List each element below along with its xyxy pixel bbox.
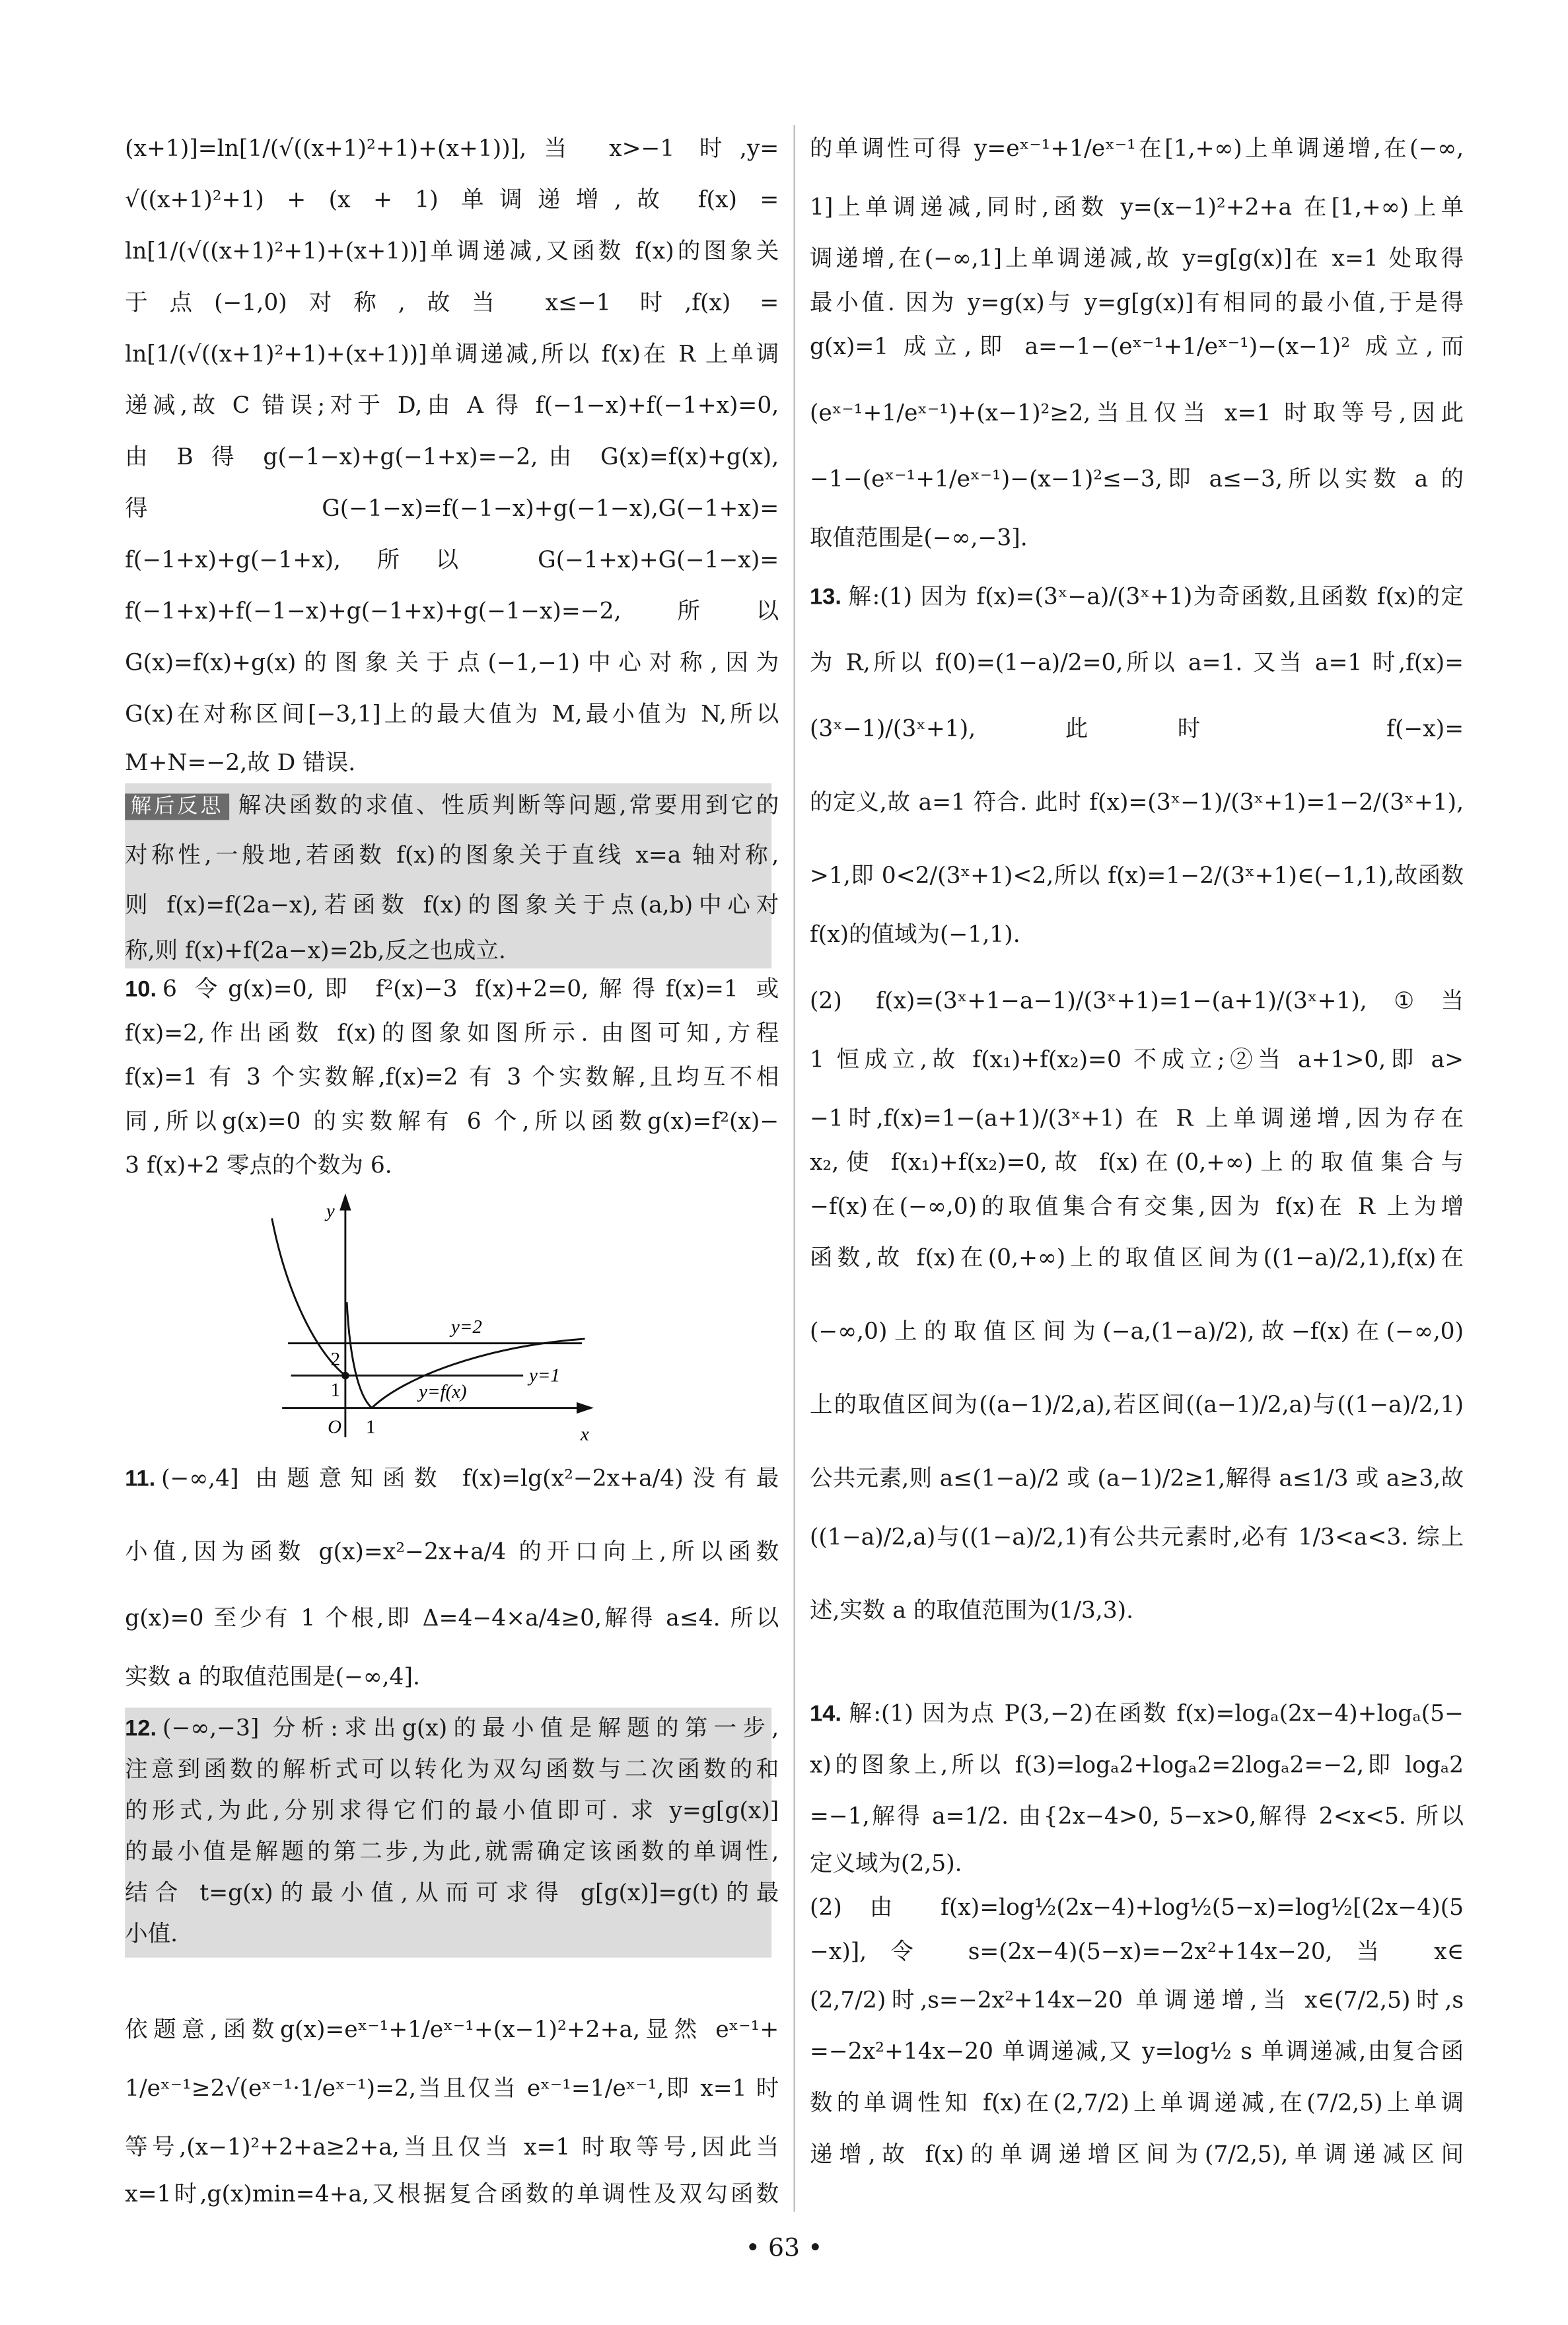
text-line xyxy=(125,973,779,1005)
line-text: 递增,故 f(x)的单调递增区间为(7/2,5),单调递减区间 xyxy=(809,2141,1464,2168)
text-line xyxy=(810,860,1464,892)
line-text: x₂,使 f(x₁)+f(x₂)=0,故 f(x)在(0,+∞)上的取值集合与 xyxy=(809,1149,1464,1176)
text-line xyxy=(125,647,779,679)
question-number: 14. xyxy=(809,1701,841,1727)
line-text: =−2x²+14x−20 单调递减,又 y=log½ s 单调递减,由复合函 xyxy=(809,2038,1464,2065)
line-text: (eˣ⁻¹+1/eˣ⁻¹)+(x−1)²≥2,当且仅当 x=1 时取等号,因此 xyxy=(809,400,1464,427)
text-line xyxy=(125,544,779,576)
text-line xyxy=(810,1102,1464,1135)
line-text: M+N=−2,故 D 错误. xyxy=(125,749,356,776)
line-text: 等号,(x−1)²+2+a≥2+a,当且仅当 x=1 时取等号,因此当 xyxy=(125,2133,779,2161)
line-text: 的定义,故 a=1 符合. 此时 f(x)=(3ˣ−1)/(3ˣ+1)=1−2/(3ˣ+1), xyxy=(809,789,1464,816)
text-line xyxy=(810,581,1464,613)
line-text: 注意到函数的解析式可以转化为双勾函数与二次函数的和 xyxy=(125,1756,779,1783)
text-line xyxy=(810,2138,1464,2170)
line-text: (−∞,0)上的取值区间为(−a,(1−a)/2),故−f(x)在(−∞,0) xyxy=(809,1318,1464,1345)
question-number: 12. xyxy=(125,1716,157,1742)
question-number: 13. xyxy=(809,585,841,610)
line-text: 得 G(−1−x)=f(−1−x)+g(−1−x),G(−1+x)= xyxy=(125,495,779,522)
text-line xyxy=(810,132,1464,164)
line-text: x)的图象上,所以 f(3)=logₐ2+logₐ2=2logₐ2=−2,即 logₐ2 xyxy=(809,1752,1464,1779)
line-text: 取值范围是(−∞,−3]. xyxy=(809,524,1028,552)
text-line xyxy=(125,1061,779,1093)
text-line xyxy=(810,2036,1464,2068)
line-text: G(x)在对称区间[−3,1]上的最大值为 M,最小值为 N,所以 xyxy=(125,701,779,728)
line-text: 的形式,为此,分别求得它们的最小值即可. 求 y=g[g(x)] xyxy=(125,1797,779,1824)
line-text: (2) 由 f(x)=log½(2x−4)+log½(5−x)=log½[(2x−4)(5 xyxy=(809,1894,1464,1921)
point-0-1 xyxy=(341,1372,349,1380)
line-y2-label: y=2 xyxy=(451,1316,482,1338)
origin-label: O xyxy=(328,1416,342,1438)
text-line xyxy=(125,889,779,921)
line-text: √((x+1)²+1) + (x + 1) 单调递增,故 f(x) = xyxy=(125,186,779,213)
line-text: 的单调性可得 y=eˣ⁻¹+1/eˣ⁻¹在[1,+∞)上单调递增,在(−∞, xyxy=(809,135,1464,162)
text-line xyxy=(810,1190,1464,1223)
text-line xyxy=(125,441,779,474)
line-y1-label: y=1 xyxy=(528,1365,560,1386)
text-line xyxy=(125,1753,779,1785)
line-text: 解决函数的求值、性质判断等问题,常要用到它的 xyxy=(238,792,779,819)
text-line xyxy=(810,1315,1464,1347)
line-text: 实数 a 的取值范围是(−∞,4]. xyxy=(125,1663,420,1690)
text-line xyxy=(125,2013,779,2046)
line-text: −1−(eˣ⁻¹+1/eˣ⁻¹)−(x−1)²≤−3,即 a≤−3,所以实数 a 的 xyxy=(809,466,1464,493)
text-line xyxy=(810,1594,1464,1627)
text-line xyxy=(810,1892,1464,1924)
line-text: 结合 t=g(x)的最小值,从而可求得 g[g(x)]=g(t)的最 xyxy=(125,1879,779,1906)
text-line xyxy=(810,242,1464,275)
line-text: f(−1+x)+f(−1−x)+g(−1+x)+g(−1−x)=−2,所以 xyxy=(125,598,779,625)
text-line xyxy=(810,1847,1464,1880)
text-line xyxy=(125,1877,779,1909)
text-line xyxy=(125,1462,779,1495)
text-line xyxy=(810,1521,1464,1554)
line-text: 递减,故 C 错误;对于 D,由 A 得 f(−1−x)+f(−1+x)=0, xyxy=(125,392,779,419)
y-axis-arrow xyxy=(341,1196,349,1209)
line-text: −1时,f(x)=1−(a+1)/(3ˣ+1) 在 R 上单调递增,因为存在 xyxy=(809,1105,1464,1132)
text-line xyxy=(810,1698,1464,1730)
text-line xyxy=(810,1242,1464,1274)
text-line xyxy=(125,390,779,422)
line-text: ln[1/(√((x+1)²+1)+(x+1))]单调递减,又函数 f(x)的图象关 xyxy=(125,238,779,265)
line-text: (x+1)]=ln[1/(√((x+1)²+1)+(x+1))],当 x>−1 时,y= xyxy=(125,135,779,162)
y-axis-label: y xyxy=(326,1200,335,1222)
text-line xyxy=(810,919,1464,951)
line-text: 1/eˣ⁻¹≥2√(eˣ⁻¹·1/eˣ⁻¹)=2,当且仅当 eˣ⁻¹=1/eˣ⁻¹,即 x=1 时 xyxy=(125,2075,779,2102)
line-text: −f(x)在(−∞,0)的取值集合有交集,因为 f(x)在 R 上为增 xyxy=(809,1193,1464,1220)
line-text: 3 f(x)+2 零点的个数为 6. xyxy=(125,1152,392,1179)
curve-spike xyxy=(347,1302,372,1408)
line-text: 调递增,在(−∞,1]上单调递减,故 y=g[g(x)]在 x=1 处取得 xyxy=(809,245,1464,272)
text-line xyxy=(810,1462,1464,1495)
line-text: (−∞,4] 由题意知函数 f(x)=lg(x²−2x+a/4)没有最 xyxy=(161,1465,779,1492)
text-line xyxy=(125,492,779,524)
line-text: 1]上单调递减,同时,函数 y=(x−1)²+2+a 在[1,+∞)上单 xyxy=(809,194,1464,221)
text-line xyxy=(125,235,779,268)
line-text: 称,则 f(x)+f(2a−x)=2b,反之也成立. xyxy=(125,937,506,964)
line-text: 的最小值是解题的第二步,为此,就需确定该函数的单调性, xyxy=(125,1838,779,1865)
line-text: 为 R,所以 f(0)=(1−a)/2=0,所以 a=1. 又当 a=1 时,f(x)= xyxy=(809,649,1464,676)
text-line xyxy=(125,184,779,216)
text-line xyxy=(810,463,1464,495)
line-text: 最小值. 因为 y=g(x)与 y=g[g(x)]有相同的最小值,于是得 xyxy=(809,289,1464,316)
text-line xyxy=(125,1602,779,1634)
text-line xyxy=(125,595,779,627)
line-text: f(x)的值域为(−1,1). xyxy=(809,921,1020,948)
line-text: 解:(1) 因为点 P(3,−2)在函数 f(x)=logₐ(2x−4)+logₐ(5− xyxy=(847,1700,1464,1727)
text-line xyxy=(125,1712,779,1744)
line-text: ln[1/(√((x+1)²+1)+(x+1))]单调递减,所以 f(x)在 R 上单调 xyxy=(125,341,779,368)
line-text: 数的单调性知 f(x)在(2,7/2)上单调递减,在(7/2,5)上单调 xyxy=(809,2089,1464,2116)
text-line xyxy=(125,1661,779,1693)
line-text: >1,即 0<2/(3ˣ+1)<2,所以 f(x)=1−2/(3ˣ+1)∈(−1,1),故函数 xyxy=(809,863,1464,890)
text-line xyxy=(125,746,779,779)
text-line xyxy=(810,647,1464,679)
text-line xyxy=(125,1105,779,1137)
line-text: =−1,解得 a=1/2. 由{2x−4>0, 5−x>0,解得 2<x<5. 所以 xyxy=(809,1803,1464,1830)
text-line xyxy=(125,2072,779,2104)
text-line xyxy=(125,1536,779,1568)
page-number: • 63 • xyxy=(745,2233,823,2264)
line-text: 同,所以g(x)=0 的实数解有 6 个,所以函数g(x)=f²(x)− xyxy=(125,1108,779,1135)
text-line xyxy=(810,331,1464,363)
text-line xyxy=(125,287,779,319)
x-axis-arrow xyxy=(577,1404,590,1412)
line-text: 小值,因为函数 g(x)=x²−2x+a/4 的开口向上,所以函数 xyxy=(125,1538,779,1565)
text-line xyxy=(810,522,1464,554)
text-line xyxy=(125,789,779,822)
text-line xyxy=(810,713,1464,745)
y-tick-2: 2 xyxy=(330,1349,341,1371)
line-text: (2) f(x)=(3ˣ+1−a−1)/(3ˣ+1)=1−(a+1)/(3ˣ+1),①当 xyxy=(809,987,1464,1015)
line-text: (2,7/2)时,s=−2x²+14x−20 单调递增,当 x∈(7/2,5)时,s xyxy=(809,1987,1464,2014)
line-text: x=1时,g(x)min=4+a,又根据复合函数的单调性及双勾函数 xyxy=(125,2180,779,2207)
text-line xyxy=(125,1795,779,1827)
text-line xyxy=(125,935,779,967)
text-line xyxy=(810,786,1464,818)
line-text: −x)],令 s=(2x−4)(5−x)=−2x²+14x−20,当 x∈ xyxy=(809,1938,1464,1965)
text-line xyxy=(810,287,1464,319)
text-line xyxy=(810,397,1464,429)
reflection-tag: 解后反思 xyxy=(125,794,229,820)
line-text: 则 f(x)=f(2a−x),若函数 f(x)的图象关于点(a,b)中心对 xyxy=(125,892,779,919)
text-line xyxy=(125,1149,779,1182)
y-tick-1: 1 xyxy=(330,1379,341,1401)
line-text: (−∞,−3] 分析:求出g(x)的最小值是解题的第一步, xyxy=(162,1715,779,1742)
function-graph xyxy=(264,1183,647,1448)
x-axis-label: x xyxy=(580,1423,589,1445)
line-text: f(−1+x)+g(−1+x),所以 G(−1+x)+G(−1−x)= xyxy=(125,546,779,573)
line-text: 对称性,一般地,若函数 f(x)的图象关于直线 x=a 轴对称, xyxy=(125,841,779,869)
text-line xyxy=(810,1984,1464,2017)
line-text: 述,实数 a 的取值范围为(1/3,3). xyxy=(809,1597,1134,1624)
text-line xyxy=(810,1044,1464,1076)
text-line xyxy=(125,1017,779,1050)
text-line xyxy=(810,1146,1464,1178)
line-text: (3ˣ−1)/(3ˣ+1),此时 f(−x)= xyxy=(809,715,1464,742)
text-line xyxy=(810,2087,1464,2119)
text-line xyxy=(125,2178,779,2210)
question-number: 11. xyxy=(125,1466,156,1492)
line-text: 小值. xyxy=(125,1921,178,1948)
line-text: 上的取值区间为((a−1)/2,a),若区间((a−1)/2,a)与((1−a)/2,1) xyxy=(809,1392,1464,1419)
text-line xyxy=(810,1749,1464,1781)
text-line xyxy=(125,698,779,731)
question-number: 10. xyxy=(125,977,157,1003)
text-line xyxy=(125,338,779,371)
line-text: 6 令g(x)=0,即 f²(x)−3 f(x)+2=0,解得f(x)=1 或 xyxy=(162,976,779,1003)
line-text: 1 恒成立,故 f(x₁)+f(x₂)=0 不成立;②当 a+1>0,即 a> xyxy=(809,1046,1464,1073)
line-text: g(x)=0 至少有 1 个根,即 Δ=4−4×a/4≥0,解得 a≤4. 所以 xyxy=(125,1604,779,1631)
text-line xyxy=(125,1918,779,1950)
line-text: g(x)=1 成立,即 a=−1−(eˣ⁻¹+1/eˣ⁻¹)−(x−1)² 成立,而 xyxy=(809,334,1464,361)
text-line xyxy=(125,132,779,164)
text-line xyxy=(125,1836,779,1868)
text-line xyxy=(810,191,1464,223)
line-text: 函数,故 f(x)在(0,+∞)上的取值区间为((1−a)/2,1),f(x)在 xyxy=(809,1244,1464,1271)
line-text: 于点(−1,0)对称,故当 x≤−1 时,f(x) = xyxy=(125,289,779,316)
line-text: G(x)=f(x)+g(x)的图象关于点(−1,−1)中心对称,因为 xyxy=(125,649,779,676)
line-text: 定义域为(2,5). xyxy=(809,1850,962,1877)
curve-label: y=f(x) xyxy=(419,1380,467,1402)
line-text: 依题意,函数g(x)=eˣ⁻¹+1/eˣ⁻¹+(x−1)²+2+a,显然 eˣ⁻¹+ xyxy=(125,2016,779,2043)
text-line xyxy=(810,1801,1464,1833)
line-text: 公共元素,则 a≤(1−a)/2 或 (a−1)/2≥1,解得 a≤1/3 或 a≥3,故 xyxy=(809,1465,1464,1492)
line-text: 由 B 得 g(−1−x)+g(−1+x)=−2,由 G(x)=f(x)+g(x), xyxy=(125,443,779,470)
column-divider xyxy=(794,125,795,2211)
text-line xyxy=(125,2131,779,2163)
text-line xyxy=(810,1389,1464,1421)
line-text: 解:(1) 因为 f(x)=(3ˣ−a)/(3ˣ+1)为奇函数,且函数 f(x)的定 xyxy=(847,583,1464,610)
x-tick-1: 1 xyxy=(366,1416,376,1438)
text-line xyxy=(125,839,779,871)
line-text: ((1−a)/2,a)与((1−a)/2,1)有公共元素时,必有 1/3<a<3. 综上 xyxy=(809,1524,1464,1551)
line-text: f(x)=2,作出函数 f(x)的图象如图所示. 由图可知,方程 xyxy=(125,1020,779,1047)
text-line xyxy=(810,1935,1464,1968)
text-line xyxy=(810,985,1464,1017)
line-text: f(x)=1 有 3 个实数解,f(x)=2 有 3 个实数解,且均互不相 xyxy=(125,1063,779,1091)
